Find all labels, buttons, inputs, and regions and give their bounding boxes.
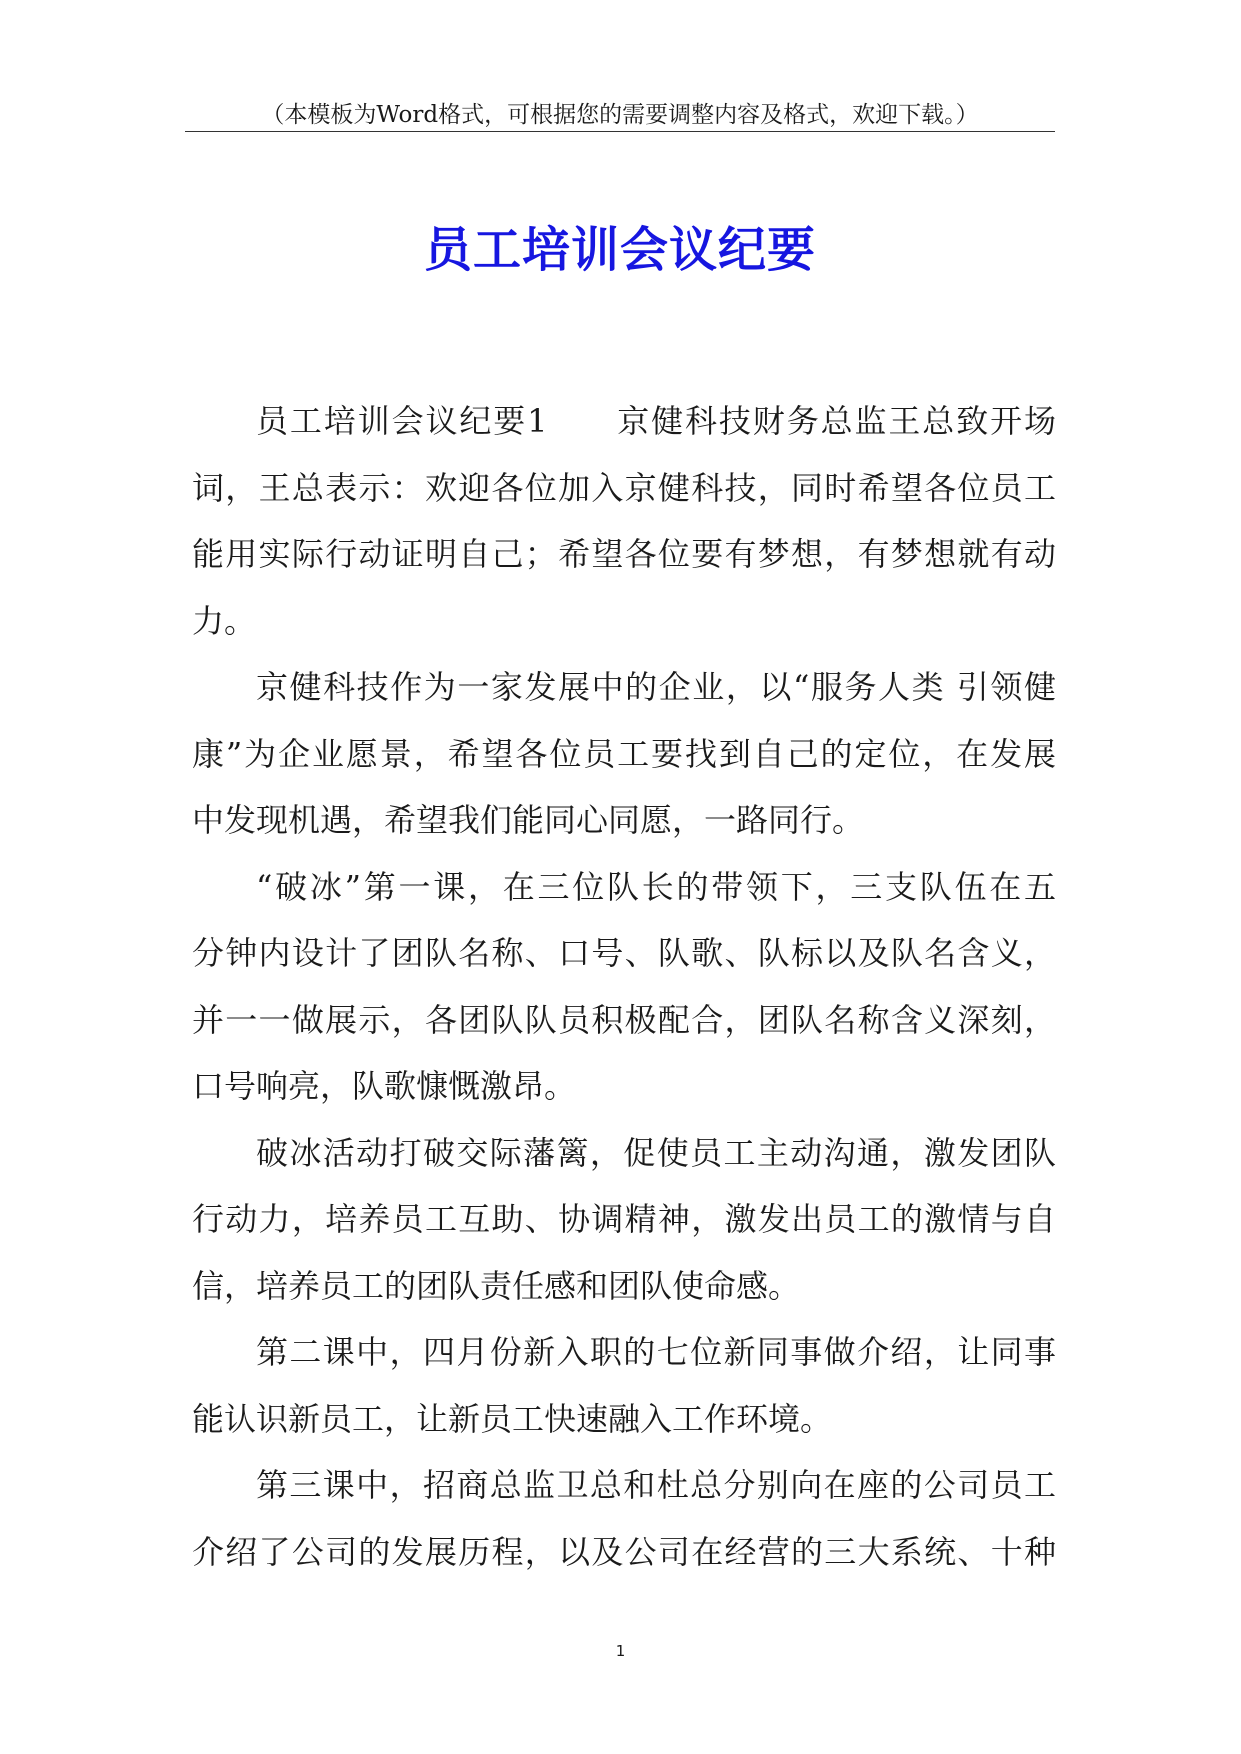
text-line: 并一一做展示，各团队队员积极配合，团队名称含义深刻， xyxy=(192,1000,1056,1039)
text-line: 介绍了公司的发展历程，以及公司在经营的三大系统、十种 xyxy=(192,1532,1056,1571)
paragraph xyxy=(192,1319,1056,1452)
document-body xyxy=(192,388,1056,1585)
paragraph xyxy=(192,388,1056,654)
text-line: 能认识新员工，让新员工快速融入工作环境。 xyxy=(192,1399,833,1438)
page-number: 1 xyxy=(615,1642,626,1660)
text-line: 信，培养员工的团队责任感和团队使命感。 xyxy=(192,1266,801,1305)
paragraph xyxy=(192,1120,1056,1320)
text-line: 能用实际行动证明自己；希望各位要有梦想，有梦想就有动 xyxy=(192,535,1056,573)
text-line: 第二课中，四月份新入职的七位新同事做介绍，让同事 xyxy=(256,1333,1056,1371)
text-line: 中发现机遇，希望我们能同心同愿，一路同行。 xyxy=(192,801,865,839)
text-line: 行动力，培养员工互助、协调精神，激发出员工的激情与自 xyxy=(192,1200,1056,1238)
template-note: （本模板为Word格式，可根据您的需要调整内容及格式，欢迎下载。） xyxy=(261,102,979,128)
text-line: 破冰活动打破交际藩篱，促使员工主动沟通，激发团队 xyxy=(256,1133,1056,1172)
header-divider xyxy=(185,131,1055,132)
text-line: 康”为企业愿景，希望各位员工要找到自己的定位，在发展 xyxy=(192,734,1056,773)
paragraph xyxy=(192,854,1056,1120)
text-line: 词，王总表示：欢迎各位加入京健科技，同时希望各位员工 xyxy=(192,468,1056,507)
text-line: 口号响亮，队歌慷慨激昂。 xyxy=(192,1067,577,1105)
text-line: 分钟内设计了团队名称、口号、队歌、队标以及队名含义， xyxy=(192,934,1056,972)
paragraph xyxy=(192,654,1056,854)
document-title: 员工培训会议纪要 xyxy=(423,222,816,278)
text-line: 员工培训会议纪要1 京健科技财务总监王总致开场 xyxy=(256,402,1056,440)
text-line: 力。 xyxy=(192,601,257,640)
text-line: “破冰”第一课，在三位队长的带领下，三支队伍在五 xyxy=(256,867,1056,906)
text-line: 第三课中，招商总监卫总和杜总分别向在座的公司员工 xyxy=(256,1466,1056,1504)
paragraph xyxy=(192,1452,1056,1585)
text-line: 京健科技作为一家发展中的企业，以“服务人类 引领健 xyxy=(256,668,1056,706)
